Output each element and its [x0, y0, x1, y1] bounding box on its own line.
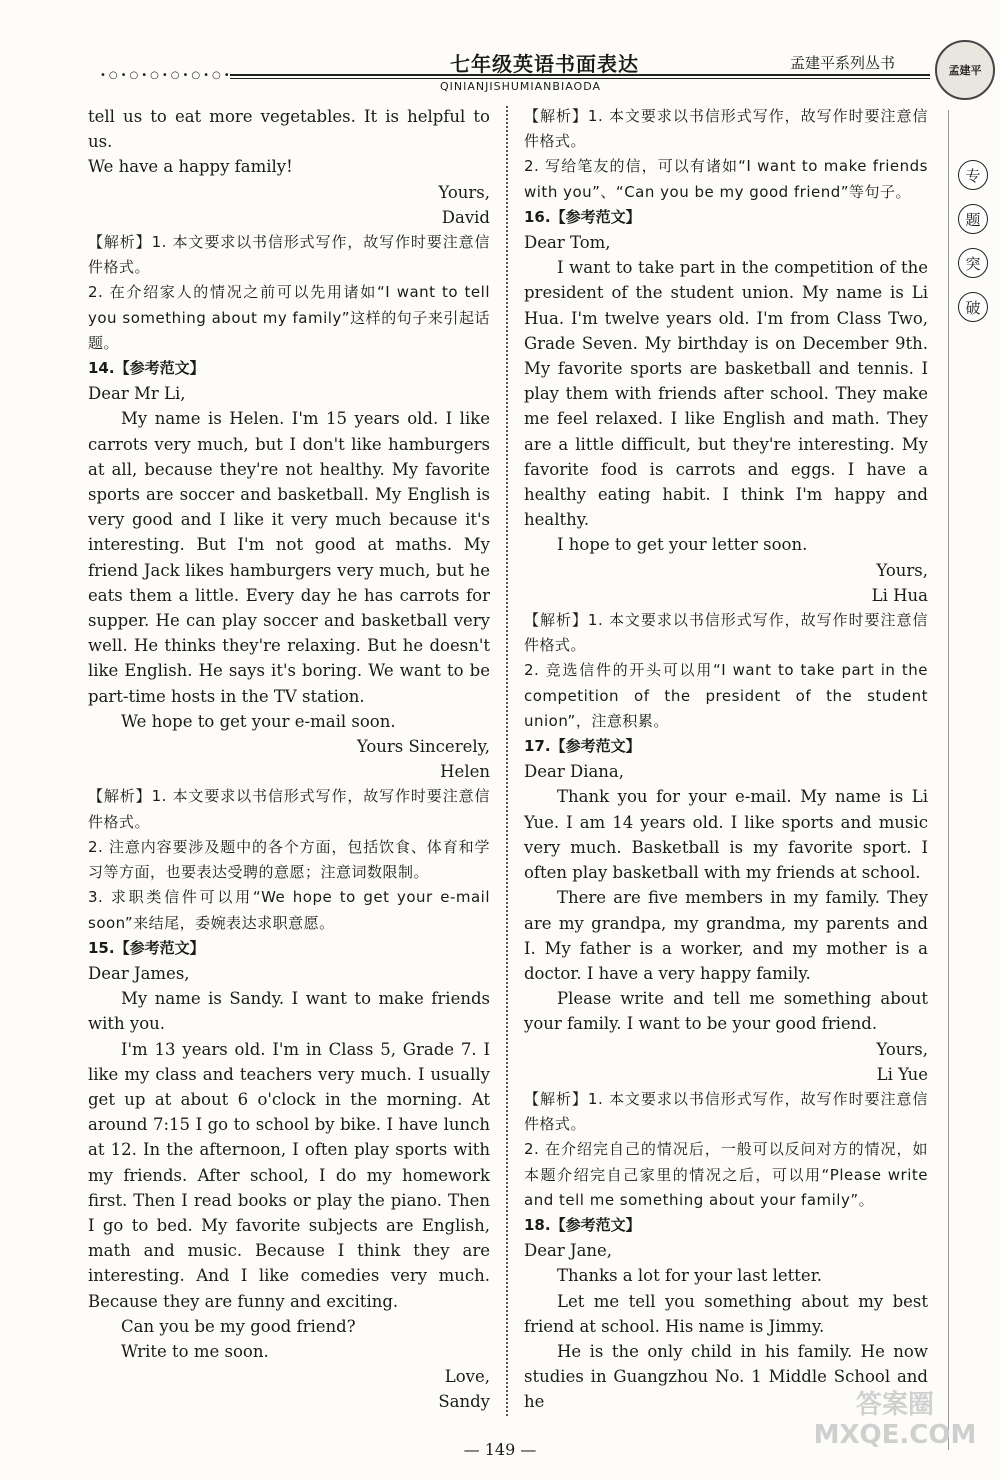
right-column [524, 104, 928, 1415]
side-tab: 突 [958, 248, 988, 278]
right-column-paragraph: Li Yue [876, 1064, 928, 1084]
left-column-paragraph: Dear James, [88, 963, 190, 983]
right-column-paragraph: 2. 竞选信件的开头可以用“I want to take part in the competition of the president of the student union”，注意积累。 [524, 661, 928, 730]
left-column-paragraph: 15.【参考范文】 [88, 938, 205, 957]
left-column-paragraph: We have a happy family! [88, 157, 293, 177]
left-column-paragraph: 2. 在介绍家人的情况之前可以先用诸如“I want to tell you something about my family”这样的句子来引起话题。 [88, 283, 490, 352]
right-column-paragraph: Thank you for your e-mail. My name is Li Yue. I am 14 years old. I like sports and music very much. Basketball is my favorite sport. I often play basketball with my friends at school. [524, 787, 928, 883]
side-tabs [958, 160, 994, 336]
header-dot-ornament: •○•○•○•○•○•○• [100, 70, 233, 81]
book-title: 七年级英语书面表达 [450, 52, 639, 76]
right-column-paragraph: I hope to get your letter soon. [557, 535, 808, 555]
left-column-paragraph: tell us to eat more vegetables. It is helpful to us. [88, 107, 490, 152]
series-name: 孟建平系列丛书 [790, 54, 896, 72]
right-column-paragraph: 【解析】1. 本文要求以书信形式写作，故写作时要注意信件格式。 [524, 611, 928, 655]
left-column-paragraph: Sandy [438, 1392, 490, 1412]
left-column-paragraph: Write to me soon. [121, 1341, 269, 1361]
left-column [88, 104, 490, 1415]
page-number: — 149 — [463, 1440, 537, 1459]
right-column-paragraph: 17.【参考范文】 [524, 737, 641, 756]
left-column-paragraph: Can you be my good friend? [121, 1316, 356, 1336]
left-column-paragraph: Dear Mr Li, [88, 384, 186, 404]
logo-text: 孟建平 [948, 64, 982, 77]
right-column-paragraph: Dear Diana, [524, 762, 625, 782]
left-column-paragraph: Yours Sincerely, [356, 737, 490, 757]
left-column-paragraph: 2. 注意内容要涉及题中的各个方面，包括饮食、体育和学习等方面，也要表达受聘的意愿；注意词数限制。 [88, 837, 490, 882]
side-tab: 专 [958, 160, 988, 190]
side-tab: 破 [958, 292, 988, 322]
page-header [0, 0, 1000, 100]
right-column-paragraph: Dear Jane, [524, 1241, 613, 1261]
right-column-paragraph: I want to take part in the competition of the president of the student union. My name is Li Hua. I'm twelve years old. I'm from Class Two, Grade Seven. My birthday is on December 9th. My favorite sports are basketball and tennis. I play them with friends after school. They make me feel relaxed. I like English and math. They are a little difficult, but they're interesting. My favorite food is carrots and eggs. I have a healthy eating habit. I think I'm happy and healthy. [524, 258, 928, 530]
right-column-paragraph: Please write and tell me something about your family. I want to be your good friend. [524, 989, 928, 1034]
publisher-logo-icon [935, 40, 995, 100]
right-column-paragraph: Li Hua [871, 585, 928, 605]
left-column-paragraph: 14.【参考范文】 [88, 359, 205, 378]
right-column-paragraph: Thanks a lot for your last letter. [557, 1266, 823, 1286]
book-title-pinyin: QINIANJISHUMIANBIAODA [440, 80, 601, 93]
left-column-paragraph: David [441, 207, 490, 227]
right-column-paragraph: Let me tell you something about my best friend at school. His name is Jimmy. [524, 1291, 928, 1336]
right-column-paragraph: Yours, [876, 1039, 928, 1059]
left-column-paragraph: Yours, [438, 182, 490, 202]
side-tab: 题 [958, 204, 988, 234]
header-rule-thin [230, 78, 930, 79]
right-column-paragraph: He is the only child in his family. He now studies in Guangzhou No. 1 Middle School and he [524, 1341, 928, 1412]
left-column-paragraph: 【解析】1. 本文要求以书信形式写作，故写作时要注意信件格式。 [88, 233, 490, 277]
right-column-paragraph: 2. 在介绍完自己的情况后，一般可以反问对方的情况，如本题介绍完自己家里的情况之后，可以用“Please write and tell me something about your family”。 [524, 1140, 928, 1209]
left-column-paragraph: My name is Sandy. I want to make friends with you. [88, 989, 490, 1034]
side-rule [948, 110, 949, 1450]
right-column-paragraph: 【解析】1. 本文要求以书信形式写作，故写作时要注意信件格式。 [524, 1089, 928, 1134]
right-column-paragraph: There are five members in my family. They are my grandpa, my grandma, my parents and I. My father is a worker, and my mother is a doctor. I have a very happy family. [524, 888, 928, 983]
left-column-paragraph: I'm 13 years old. I'm in Class 5, Grade 7. I like my class and teachers very much. I usually get up at about 6 o'clock in the morning. At around 7:15 I go to school by bike. I have lunch at 12. In the afternoon, I often play sports with my friends. After school, I do my homework first. Then I read books or play the piano. Then I go to bed. My favorite subjects are English, math and music. Because I think they are interesting. And I like comedies very much. Because they are funny and exciting. [88, 1039, 490, 1311]
right-column-paragraph: 16.【参考范文】 [524, 207, 641, 226]
left-column-paragraph: My name is Helen. I'm 15 years old. I like carrots very much, but I don't like hamburgers at all, because they're not healthy. My favorite sports are soccer and basketball. My English is very good and I like it very much because it's interesting. But I'm not good at maths. My friend Jack likes hamburgers very much, but he eats them a little. Every day he has carrots for supper. He can play soccer and basketball very well. He thinks they're relaxing. But he doesn't like English. He says it's boring. We want to be part-time hosts in the TV station. [88, 409, 490, 706]
watermark: 答案圈 MXQE.COM [813, 1390, 977, 1450]
left-column-paragraph: Love, [444, 1367, 490, 1387]
right-column-paragraph: Dear Tom, [524, 233, 611, 253]
left-column-paragraph: 3. 求职类信件可以用“We hope to get your e-mail soon”来结尾，委婉表达求职意愿。 [88, 888, 490, 932]
right-column-paragraph: 【解析】1. 本文要求以书信形式写作，故写作时要注意信件格式。 [524, 107, 928, 151]
column-divider [506, 106, 508, 1416]
left-column-paragraph: We hope to get your e-mail soon. [121, 711, 396, 731]
right-column-paragraph: Yours, [876, 560, 928, 580]
left-column-paragraph: Helen [440, 762, 490, 782]
left-column-paragraph: 【解析】1. 本文要求以书信形式写作，故写作时要注意信件格式。 [88, 787, 490, 831]
right-column-paragraph: 2. 写给笔友的信，可以有诸如“I want to make friends with you”、“Can you be my good friend”等句子。 [524, 157, 928, 201]
right-column-paragraph: 18.【参考范文】 [524, 1215, 641, 1234]
